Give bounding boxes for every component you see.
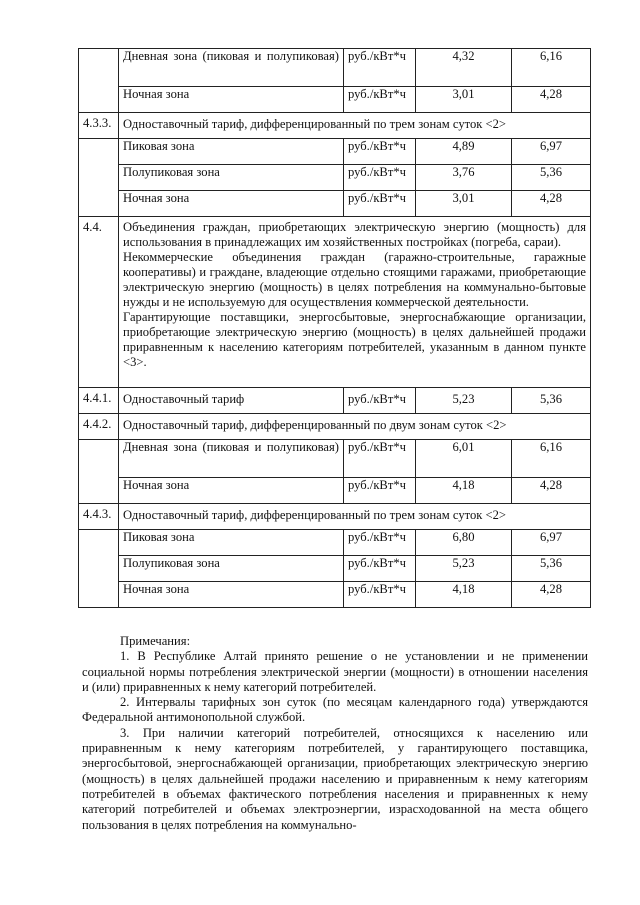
- unit-cell: руб./кВт*ч: [344, 556, 416, 582]
- zone-label: Ночная зона: [119, 87, 344, 113]
- row-number: 4.4.2.: [79, 414, 119, 440]
- note-item-2: 2. Интервалы тарифных зон суток (по месяцам календарного года) утверждаются Федеральной антимонопольной службой.: [82, 695, 588, 725]
- table-row: [79, 49, 591, 87]
- value-cell-1: 4,18: [416, 582, 512, 608]
- table-row: [79, 504, 591, 530]
- unit-cell: руб./кВт*ч: [344, 388, 416, 414]
- zone-label: Полупиковая зона: [119, 165, 344, 191]
- value-cell-2: 4,28: [512, 478, 591, 504]
- unit-cell: руб./кВт*ч: [344, 191, 416, 217]
- unit-cell: руб./кВт*ч: [344, 49, 416, 87]
- table-row: [79, 113, 591, 139]
- unit-cell: руб./кВт*ч: [344, 440, 416, 478]
- zone-label: Пиковая зона: [119, 139, 344, 165]
- value-cell-2: 4,28: [512, 582, 591, 608]
- value-cell-2: 6,16: [512, 49, 591, 87]
- unit-cell: руб./кВт*ч: [344, 165, 416, 191]
- row-number: 4.4.1.: [79, 388, 119, 414]
- value-cell-1: 4,32: [416, 49, 512, 87]
- table-row: [79, 414, 591, 440]
- value-cell-2: 4,28: [512, 87, 591, 113]
- value-cell-2: 4,28: [512, 191, 591, 217]
- tariff-header: Одноставочный тариф, дифференцированный по двум зонам суток <2>: [119, 414, 591, 440]
- table-row: [79, 388, 591, 414]
- unit-cell: руб./кВт*ч: [344, 530, 416, 556]
- value-cell-1: 4,89: [416, 139, 512, 165]
- row-number-cell: [79, 139, 119, 217]
- value-cell-2: 5,36: [512, 556, 591, 582]
- row-number: 4.4.: [79, 217, 119, 388]
- table-row: [79, 191, 591, 217]
- value-cell-1: 6,01: [416, 440, 512, 478]
- tariff-table: [78, 48, 591, 608]
- zone-label: Дневная зона (пиковая и полупиковая): [119, 49, 344, 87]
- row-number-cell: [79, 49, 119, 113]
- table-row: [79, 217, 591, 388]
- tariff-header: Одноставочный тариф, дифференцированный по трем зонам суток <2>: [119, 113, 591, 139]
- unit-cell: руб./кВт*ч: [344, 139, 416, 165]
- table-row: [79, 87, 591, 113]
- value-cell-2: 6,97: [512, 139, 591, 165]
- zone-label: Дневная зона (пиковая и полупиковая): [119, 440, 344, 478]
- row-number: 4.4.3.: [79, 504, 119, 530]
- table-row: [79, 440, 591, 478]
- note-item-3: 3. При наличии категорий потребителей, относящихся к населению или приравненным к нему категориям потребителей, у гарантирующего поставщика, энергосбытовой, энергоснабжающей организации, приобретающих электрическую энергию (мощность) в целях дальнейшей продажи населению и приравненным к нему категориям потребителей в объемах фактического потребления населения и приравненных к нему категорий потребителей и объемах электроэнергии, израсходованной на места общего пользования в целях потребления на коммунально-: [82, 725, 588, 832]
- row-number-cell: [79, 440, 119, 504]
- unit-cell: руб./кВт*ч: [344, 582, 416, 608]
- value-cell-1: 6,80: [416, 530, 512, 556]
- table-row: [79, 582, 591, 608]
- value-cell-1: 4,18: [416, 478, 512, 504]
- value-cell-1: 3,01: [416, 191, 512, 217]
- table-row: [79, 139, 591, 165]
- category-description: [119, 217, 591, 388]
- zone-label: Ночная зона: [119, 191, 344, 217]
- unit-cell: руб./кВт*ч: [344, 478, 416, 504]
- table-row: [79, 556, 591, 582]
- row-number: 4.3.3.: [79, 113, 119, 139]
- table-row: [79, 530, 591, 556]
- value-cell-1: 3,01: [416, 87, 512, 113]
- value-cell-1: 3,76: [416, 165, 512, 191]
- zone-label: Ночная зона: [119, 582, 344, 608]
- value-cell-1: 5,23: [416, 388, 512, 414]
- tariff-label: Одноставочный тариф: [119, 388, 344, 414]
- value-cell-2: 5,36: [512, 165, 591, 191]
- table-row: [79, 478, 591, 504]
- zone-label: Пиковая зона: [119, 530, 344, 556]
- table-row: [79, 165, 591, 191]
- description-paragraph: Некоммерческие объединения граждан (гаражно-строительные, гаражные кооперативы) и граждане, владеющие отдельно стоящими гаражами, приобретающие электрическую энергию (мощность) в целях потребления на коммунально-бытовые нужды и не используемую для осуществления коммерческой деятельности.: [123, 250, 586, 309]
- value-cell-2: 6,16: [512, 440, 591, 478]
- notes-title: Примечания:: [120, 634, 191, 648]
- value-cell-1: 5,23: [416, 556, 512, 582]
- notes-section: [82, 634, 588, 833]
- value-cell-2: 6,97: [512, 530, 591, 556]
- note-item-1: 1. В Республике Алтай принято решение о не установлении и не применении социальной нормы потребления электрической энергии (мощности) в отношении населения и (или) приравненных к нему категорий потребителей.: [82, 649, 588, 694]
- tariff-header: Одноставочный тариф, дифференцированный по трем зонам суток <2>: [119, 504, 591, 530]
- row-number-cell: [79, 530, 119, 608]
- value-cell-2: 5,36: [512, 388, 591, 414]
- zone-label: Ночная зона: [119, 478, 344, 504]
- zone-label: Полупиковая зона: [119, 556, 344, 582]
- description-paragraph: Гарантирующие поставщики, энергосбытовые, энергоснабжающие организации, приобретающие электрическую энергию (мощность) в целях дальнейшей продажи приравненным к населению категориям потребителей, указанным в данном пункте <3>.: [123, 310, 586, 369]
- description-paragraph: Объединения граждан, приобретающих электрическую энергию (мощность) для использования в принадлежащих им хозяйственных постройках (погреба, сараи).: [123, 220, 586, 249]
- unit-cell: руб./кВт*ч: [344, 87, 416, 113]
